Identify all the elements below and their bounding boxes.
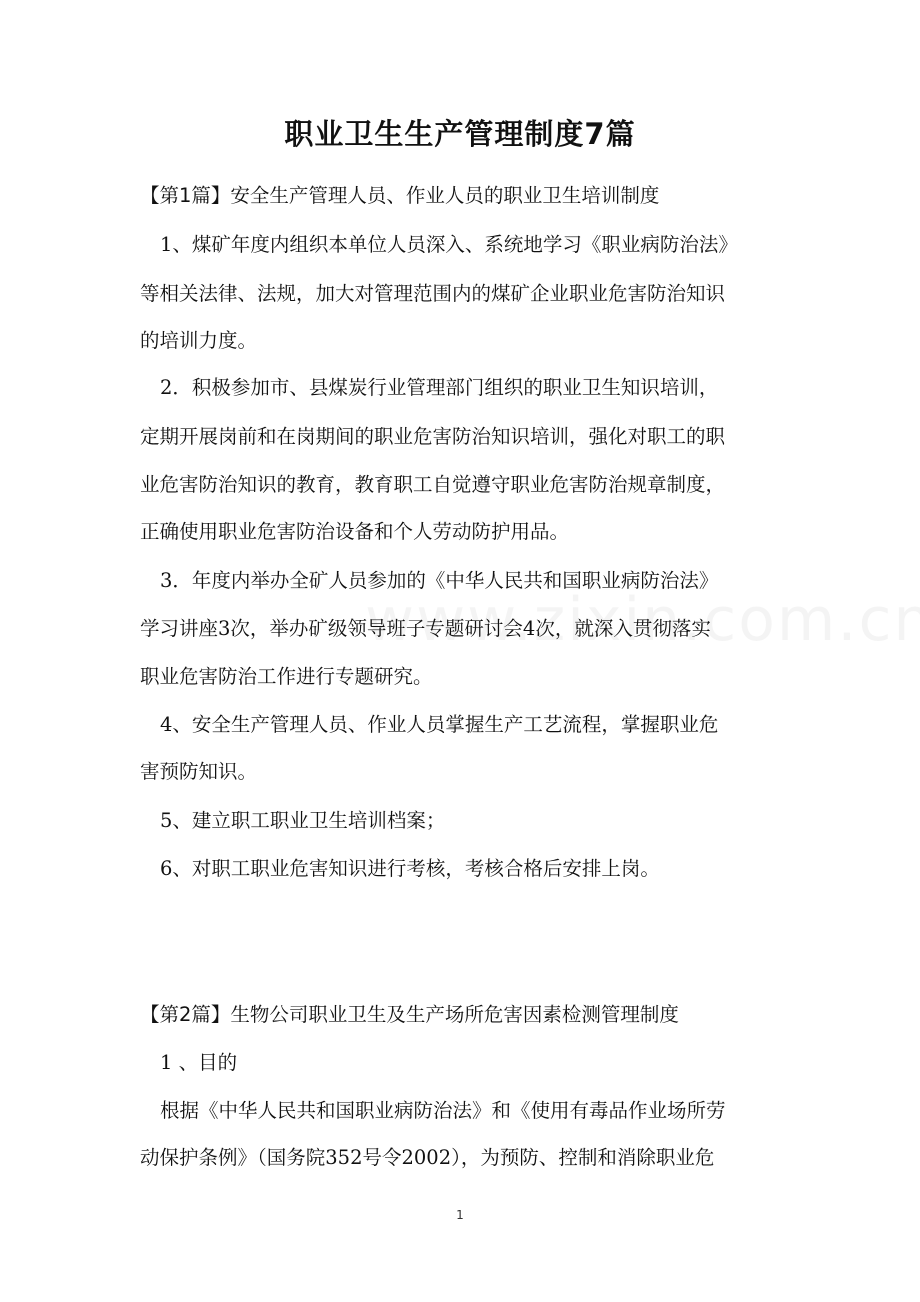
page-number: 1: [456, 1208, 464, 1222]
paragraph-line: 2．积极参加市、县煤炭行业管理部门组织的职业卫生知识培训，: [160, 376, 719, 399]
paragraph-line: 6、对职工职业危害知识进行考核，考核合格后安排上岗。: [160, 857, 660, 880]
paragraph-line: 动保护条例》（国务院352号令2002），为预防、控制和消除职业危: [140, 1146, 715, 1169]
paragraph-line: 4、安全生产管理人员、作业人员掌握生产工艺流程，掌握职业危: [160, 713, 719, 736]
paragraph-line: 业危害防治知识的教育，教育职工自觉遵守职业危害防治规章制度，: [140, 473, 726, 496]
paragraph-line: 职业危害防治工作进行专题研究。: [140, 665, 433, 688]
paragraph-line: 定期开展岗前和在岗期间的职业危害防治知识培训，强化对职工的职: [140, 425, 726, 448]
paragraph-line: 正确使用职业危害防治设备和个人劳动防护用品。: [140, 520, 570, 543]
paragraph-line: 5、建立职工职业卫生培训档案；: [160, 809, 446, 832]
section-1-heading: 【第1篇】安全生产管理人员、作业人员的职业卫生培训制度: [140, 184, 660, 207]
paragraph-line: 3．年度内举办全矿人员参加的《中华人民共和国职业病防治法》: [160, 569, 719, 592]
section-2-heading: 【第2篇】生物公司职业卫生及生产场所危害因素检测管理制度: [140, 1003, 679, 1026]
paragraph-line: 学习讲座3次，举办矿级领导班子专题研讨会4次，就深入贯彻落实: [140, 617, 711, 640]
paragraph-line: 1、煤矿年度内组织本单位人员深入、系统地学习《职业病防治法》: [160, 233, 738, 256]
document-title: 职业卫生生产管理制度7篇: [284, 117, 636, 151]
paragraph-line: 根据《中华人民共和国职业病防治法》和《使用有毒品作业场所劳: [160, 1099, 726, 1122]
paragraph-line: 害预防知识。: [140, 760, 258, 783]
paragraph-line: 等相关法律、法规，加大对管理范围内的煤矿企业职业危害防治知识: [140, 282, 726, 305]
paragraph-line: 1 、目的: [160, 1051, 238, 1074]
paragraph-line: 的培训力度。: [140, 329, 258, 352]
